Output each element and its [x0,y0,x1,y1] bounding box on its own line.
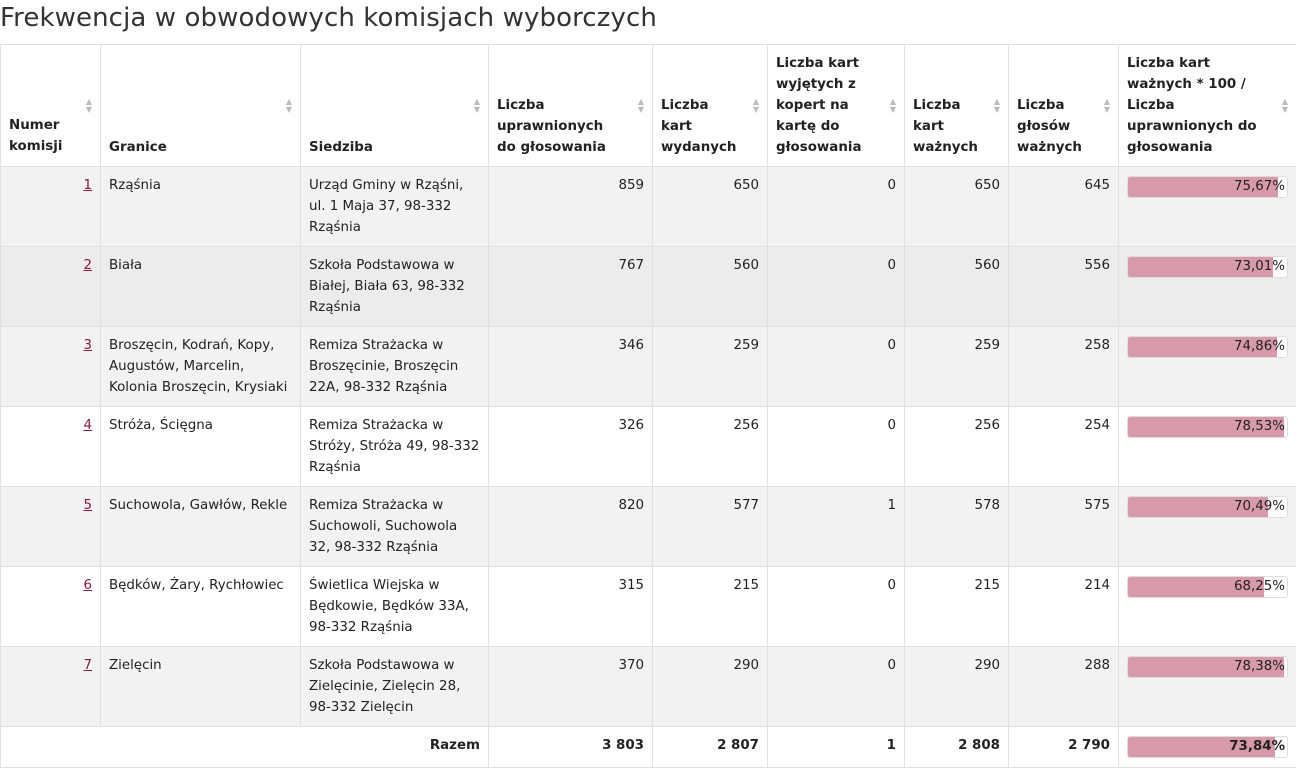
table-row [1,647,1296,727]
sort-icon[interactable]: ▲ ▼ [472,98,482,114]
commission-number-cell [1,567,101,647]
waznych-cell: 578 [905,487,1009,567]
granice-cell: Biała [101,247,301,327]
siedziba-cell: Remiza Strażacka w Broszęcinie, Broszęcin 22A, 98-332 Rząśnia [301,327,489,407]
siedziba-cell: Remiza Strażacka w Suchowoli, Suchowola 32, 98-332 Rząśnia [301,487,489,567]
wydanych-cell: 650 [653,167,768,247]
total-waznych: 2 808 [905,727,1009,768]
granice-cell: Będków, Żary, Rychłowiec [101,567,301,647]
wyjetych-cell: 0 [768,247,905,327]
glosow-cell: 214 [1009,567,1119,647]
granice-cell: Zielęcin [101,647,301,727]
siedziba-cell: Szkoła Podstawowa w Białej, Biała 63, 98-332 Rząśnia [301,247,489,327]
wydanych-cell: 290 [653,647,768,727]
column-header-wydanych[interactable] [653,45,768,167]
turnout-percent: 78,38% [1128,657,1287,677]
commission-number-link[interactable]: 3 [83,338,92,353]
commission-number-cell [1,247,101,327]
waznych-cell: 256 [905,407,1009,487]
frekwencja-cell [1119,167,1296,247]
column-header-siedziba[interactable] [301,45,489,167]
waznych-cell: 290 [905,647,1009,727]
sort-icon[interactable]: ▲ ▼ [284,98,294,114]
wydanych-cell: 259 [653,327,768,407]
total-wydanych: 2 807 [653,727,768,768]
sort-icon[interactable]: ▲ ▼ [1102,98,1112,114]
commission-number-cell [1,647,101,727]
column-header-numer[interactable] [1,45,101,167]
column-header-glosow-label: Liczba głosów ważnych [1017,95,1087,158]
commission-number-cell [1,327,101,407]
column-header-granice[interactable] [101,45,301,167]
waznych-cell: 560 [905,247,1009,327]
column-header-siedziba-label: Siedziba [309,140,373,155]
wydanych-cell: 560 [653,247,768,327]
siedziba-cell: Urząd Gminy w Rząśni, ul. 1 Maja 37, 98-332 Rząśnia [301,167,489,247]
frekwencja-cell [1119,247,1296,327]
turnout-percent: 78,53% [1128,417,1287,437]
waznych-cell: 650 [905,167,1009,247]
frekwencja-cell [1119,327,1296,407]
waznych-cell: 215 [905,567,1009,647]
total-row [1,727,1296,768]
table-row [1,247,1296,327]
turnout-percent: 73,01% [1128,257,1287,277]
total-glosow: 2 790 [1009,727,1119,768]
column-header-uprawnionych-label: Liczba uprawnionych do głosowania [497,95,617,158]
frekwencja-cell [1119,407,1296,487]
table-body [1,167,1296,727]
glosow-cell: 575 [1009,487,1119,567]
column-header-wydanych-label: Liczba kart wydanych [661,95,736,158]
total-label: Razem [1,727,489,768]
commission-number-link[interactable]: 4 [83,418,92,433]
granice-cell: Rząśnia [101,167,301,247]
column-header-wyjetych-label: Liczba kart wyjętych z kopert na kartę do głosowania [776,53,880,158]
turnout-bar [1127,576,1288,598]
table-row [1,167,1296,247]
commission-number-link[interactable]: 7 [83,658,92,673]
glosow-cell: 556 [1009,247,1119,327]
frekwencja-cell [1119,647,1296,727]
turnout-bar [1127,736,1288,758]
total-uprawnionych: 3 803 [489,727,653,768]
wyjetych-cell: 1 [768,487,905,567]
column-header-waznych-label: Liczba kart ważnych [913,95,983,158]
uprawnionych-cell: 767 [489,247,653,327]
glosow-cell: 258 [1009,327,1119,407]
turnout-bar [1127,256,1288,278]
total-frekwencja-cell [1119,727,1296,768]
turnout-percent: 74,86% [1128,337,1287,357]
wyjetych-cell: 0 [768,407,905,487]
commission-number-cell [1,407,101,487]
granice-cell: Broszęcin, Kodrań, Kopy, Augustów, Marcelin, Kolonia Broszęcin, Krysiaki [101,327,301,407]
siedziba-cell: Szkoła Podstawowa w Zielęcinie, Zielęcin 28, 98-332 Zielęcin [301,647,489,727]
sort-icon[interactable]: ▲ ▼ [1280,98,1290,114]
wyjetych-cell: 0 [768,167,905,247]
commission-number-cell [1,167,101,247]
wyjetych-cell: 0 [768,647,905,727]
granice-cell: Suchowola, Gawłów, Rekle [101,487,301,567]
uprawnionych-cell: 315 [489,567,653,647]
glosow-cell: 288 [1009,647,1119,727]
granice-cell: Stróża, Ścięgna [101,407,301,487]
turnout-percent: 68,25% [1128,577,1287,597]
wyjetych-cell: 0 [768,567,905,647]
glosow-cell: 645 [1009,167,1119,247]
table-row [1,487,1296,567]
wydanych-cell: 577 [653,487,768,567]
commission-number-link[interactable]: 5 [83,498,92,513]
wydanych-cell: 215 [653,567,768,647]
turnout-bar [1127,176,1288,198]
wyjetych-cell: 0 [768,327,905,407]
uprawnionych-cell: 820 [489,487,653,567]
commission-number-link[interactable]: 2 [83,258,92,273]
column-header-uprawnionych[interactable] [489,45,653,167]
total-wyjetych: 1 [768,727,905,768]
commission-number-link[interactable]: 6 [83,578,92,593]
table-row [1,327,1296,407]
column-header-frekwencja[interactable] [1119,45,1296,167]
sort-icon[interactable]: ▲ ▼ [84,98,94,114]
turnout-percent: 70,49% [1128,497,1287,517]
column-header-frekwencja-label: Liczba kart ważnych * 100 / Liczba uprawnionych do głosowania [1127,53,1267,158]
sort-icon[interactable]: ▲ ▼ [636,98,646,114]
column-header-granice-label: Granice [109,140,167,155]
header-row [1,45,1296,167]
wydanych-cell: 256 [653,407,768,487]
commission-number-link[interactable]: 1 [83,178,92,193]
column-header-waznych[interactable] [905,45,1009,167]
siedziba-cell: Remiza Strażacka w Stróży, Stróża 49, 98-332 Rząśnia [301,407,489,487]
sort-icon[interactable]: ▲ ▼ [751,98,761,114]
turnout-percent: 73,84% [1128,737,1287,757]
turnout-percent: 75,67% [1128,177,1287,197]
table-row [1,567,1296,647]
turnout-bar [1127,416,1288,438]
column-header-numer-label: Numer komisji [9,115,71,157]
turnout-bar [1127,336,1288,358]
frekwencja-cell [1119,487,1296,567]
uprawnionych-cell: 370 [489,647,653,727]
uprawnionych-cell: 326 [489,407,653,487]
siedziba-cell: Świetlica Wiejska w Będkowie, Będków 33A, 98-332 Rząśnia [301,567,489,647]
waznych-cell: 259 [905,327,1009,407]
turnout-bar [1127,496,1288,518]
page-title: Frekwencja w obwodowych komisjach wyborczych [0,0,1296,44]
commission-number-cell [1,487,101,567]
column-header-wyjetych[interactable] [768,45,905,167]
column-header-glosow[interactable] [1009,45,1119,167]
glosow-cell: 254 [1009,407,1119,487]
table-row [1,407,1296,487]
uprawnionych-cell: 346 [489,327,653,407]
sort-icon[interactable]: ▲ ▼ [992,98,1002,114]
turnout-bar [1127,656,1288,678]
uprawnionych-cell: 859 [489,167,653,247]
sort-icon[interactable]: ▲ ▼ [888,98,898,114]
frekwencja-cell [1119,567,1296,647]
results-table [0,44,1296,768]
